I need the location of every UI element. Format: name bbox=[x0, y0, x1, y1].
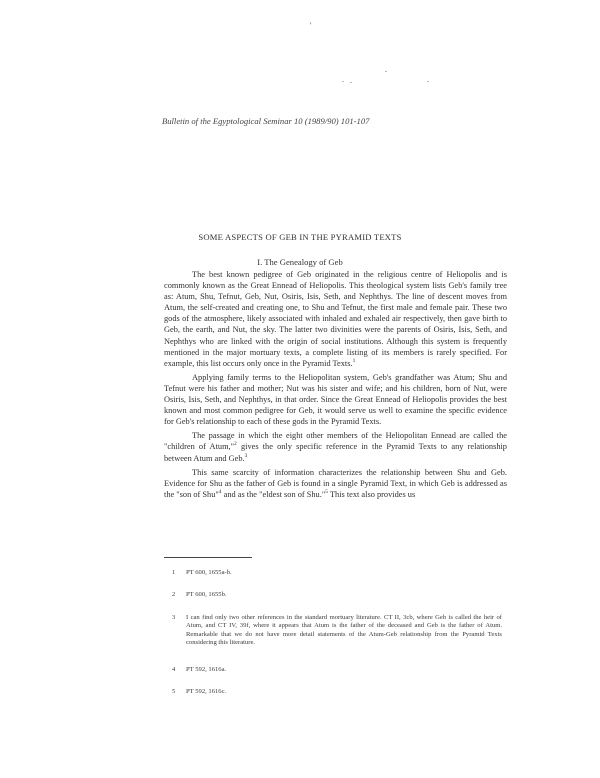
footnote-ref: 1 bbox=[352, 357, 356, 364]
footnote-number: 3 bbox=[172, 614, 176, 621]
document-page: ' . . . . Bulletin of the Egyptological Seminar 10 (1989/90) 101-107 SOME ASPECTS OF GEB IN THE PYRAMID TEXTS I. The Genealogy of Geb The best known pedigree of Geb originated in the religious centre of Heliopolis and is commonly known as the Great Ennead of Heliopolis. This theological system lists Geb's family tree as: Atum, Shu, Tefnut, Geb, Nut, Osiris, Isis, Seth, and Nephthys. The line of descent moves from Atum, the self-created and creating one, to Shu and Tefnut, the first male and female pair. These two gods of the atmosphere, likely associated with inhaled and exhaled air respectively, then gave birth to Geb, the earth, and Nut, the sky. The latter two divinities were the parents of Osiris, Isis, Seth, and Nephthys who are linked with the origin of social institutions. Although this system is frequently mentioned in the major mortuary texts, a complete listing of its members is rarely specified. For example, this list occurs only once in the Pyramid Texts.$^1$ Applying family terms to the Heliopolitan system, Geb's grandfather was Atum; Shu and Tefnut were his father and mother; Nut was his sister and wife; and his children, born of Nut, were Osiris, Isis, Seth, and Nephthys, in that order. Since the Great Ennead of Heliopolis provides the best known and most common pedigree for Geb, it would serve us well to examine the specific evidence for Geb's relationship to each of these gods in the Pyramid Texts. The passage in which the eight other members of the Heliopolitan Ennead are called the "children of Atum,"$^2$ gives the only specific reference in the Pyramid Texts to any relationship between Atum and Geb.$^3$ This same scarcity of information characterizes the relationship between Shu and Geb. Evidence for Shu as the father of Geb is found in a single Pyramid Text, in which Geb is addressed as the "son of Shu"$^4$ and as the "eldest son of Shu."$^5$ This text also provides us 1 PT 600, 1655a-b. 2 PT 600, 1655b. 3 I can find only two other references in the standard mortuary literature. CT II, 3cb, where Geb is called the heir of Atum, and CT IV, 39f, where it appears that Atum is the father of the deceased and Geb is the father of Atum. Remarkable that we do not have more detail statements of the Atum-Geb relationship from the Pyramid Texts considering this literature. 4 PT 592, 1616a. 5 PT 592, 1616c. bbox=[0, 0, 600, 778]
footnote-text: I can find only two other references in the standard mortuary literature. CT II, 3cb, where Geb is called the heir of Atum, and CT IV, 39f, where it appears that Atum is the father of the deceased and Geb is the father of Atum. Remarkable that we do not have more detail statements of the Atum-Geb relationship from the Pyramid Texts considering this literature. bbox=[186, 614, 502, 647]
footnote-ref: 2 bbox=[234, 441, 237, 448]
footnote-ref: 3 bbox=[244, 452, 248, 459]
footnote-text: PT 600, 1655a-b. bbox=[186, 569, 232, 576]
footnote bbox=[172, 591, 502, 599]
paragraph: This same scarcity of information characterizes the relationship between Shu and Geb. Evidence for Shu as the father of Geb is found in a single Pyramid Text, in which Geb is addressed as the "son of Shu"$^4$ and as the "eldest son of Shu."$^5$ This text also provides us bbox=[164, 467, 507, 499]
footnote-number: 5 bbox=[172, 688, 176, 695]
footnote-ref: 4 bbox=[218, 489, 222, 495]
footnote bbox=[172, 614, 502, 648]
footnote-number: 2 bbox=[172, 591, 176, 598]
paragraph: The best known pedigree of Geb originated in the religious centre of Heliopolis and is commonly known as the Great Ennead of Heliopolis. This theological system lists Geb's family tree as: Atum, Shu, Tefnut, Geb, Nut, Osiris, Isis, Seth, and Nephthys. The line of descent moves from Atum, the self-created and creating one, to Shu and Tefnut, the first male and female pair. These two gods of the atmosphere, likely associated with inhaled and exhaled air respectively, then gave birth to Geb, the earth, and Nut, the sky. The latter two divinities were the parents of Osiris, Isis, Seth, and Nephthys who are linked with the origin of social institutions. Although this system is frequently mentioned in the major mortuary texts, a complete listing of its members is rarely specified. For example, this list occurs only once in the Pyramid Texts.$^1$ bbox=[164, 270, 507, 368]
paragraph: Applying family terms to the Heliopolitan system, Geb's grandfather was Atum; Shu and Tefnut were his father and mother; Nut was his sister and wife; and his children, born of Nut, were Osiris, Isis, Seth, and Nephthys, in that order. Since the Great Ennead of Heliopolis provides the best known and most common pedigree for Geb, it would serve us well to examine the specific evidence for Geb's relationship to each of these gods in the Pyramid Texts. bbox=[164, 372, 507, 427]
footnote-ref: 5 bbox=[325, 489, 328, 495]
footnote-text: PT 592, 1616c. bbox=[186, 688, 227, 695]
footnote-text: PT 600, 1655b. bbox=[186, 591, 227, 598]
footnote-divider bbox=[164, 557, 252, 558]
footnote bbox=[172, 569, 502, 577]
footnote-number: 1 bbox=[172, 569, 176, 576]
footnote-number: 4 bbox=[172, 666, 176, 673]
footnote bbox=[172, 666, 502, 674]
article-title: SOME ASPECTS OF GEB IN THE PYRAMID TEXTS bbox=[198, 232, 402, 242]
footnote bbox=[172, 688, 502, 696]
paragraph: The passage in which the eight other members of the Heliopolitan Ennead are called the "children of Atum,"$^2$ gives the only specific reference in the Pyramid Texts to any relationship between Atum and Geb.$^3$ bbox=[164, 431, 507, 463]
section-heading: I. The Genealogy of Geb bbox=[257, 257, 343, 267]
running-header: Bulletin of the Egyptological Seminar 10 (1989/90) 101-107 bbox=[162, 116, 370, 126]
body-text bbox=[164, 269, 507, 503]
footnote-text: PT 592, 1616a. bbox=[186, 666, 227, 673]
